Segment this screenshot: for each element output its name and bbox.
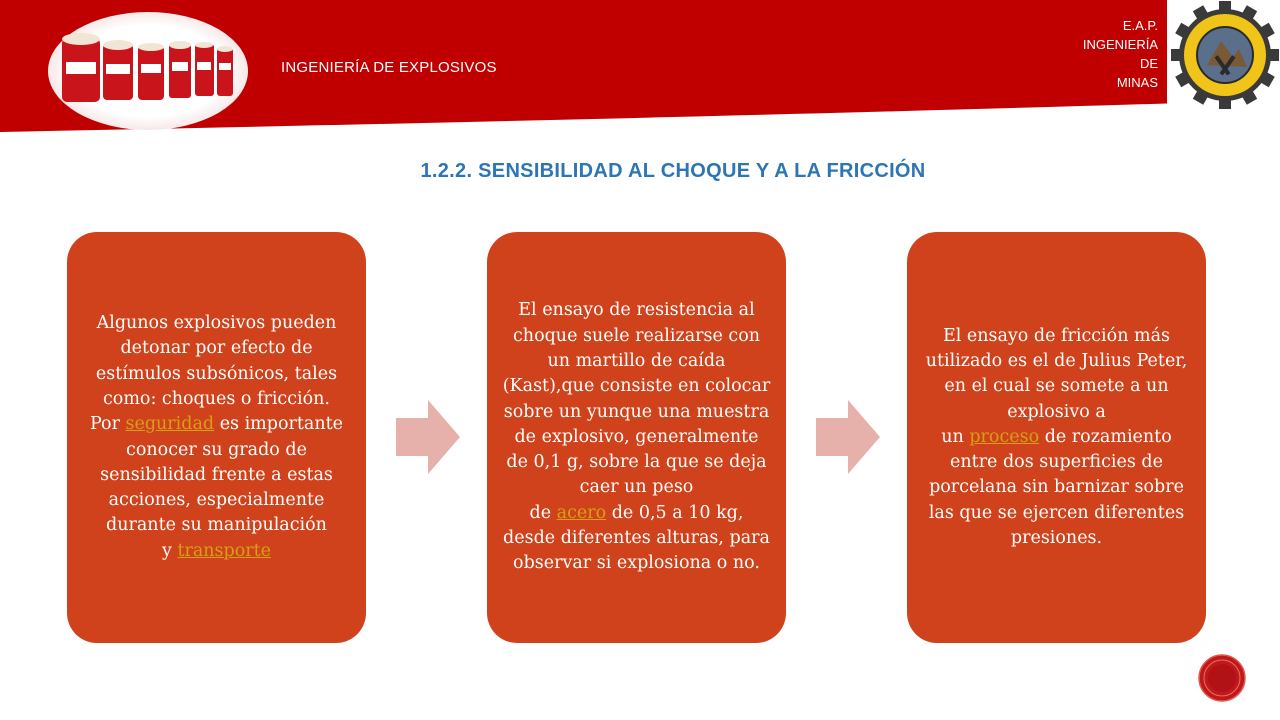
card-text-segment: Por xyxy=(89,414,126,435)
link-acero[interactable]: acero xyxy=(556,502,607,523)
arrow-right-icon xyxy=(816,400,880,474)
link-transporte[interactable]: transporte xyxy=(177,540,272,561)
card-text-segment: y xyxy=(161,540,178,561)
link-proceso[interactable]: proceso xyxy=(969,426,1040,447)
card-text-segment: El ensayo de resistencia al choque suele realizarse con un martillo de caída (Kast),que consiste en colocar sobre un yunque una muestra de explosivo, generalmente de 0,1 g, sobre la que se deja caer un peso xyxy=(502,300,771,498)
school-line: INGENIERÍA xyxy=(1082,37,1158,52)
card-text-segment: es importante conocer su grado de sensibilidad frente a estas acciones, especialmente durante su manipulación xyxy=(100,414,344,536)
card-text-segment: de rozamiento entre dos superficies de porcelana sin barnizar sobre las que se ejercen diferentes presiones. xyxy=(928,426,1185,549)
school-line: DE xyxy=(1139,56,1158,71)
slide-nav-button[interactable] xyxy=(1198,654,1246,702)
card-text-segment: El ensayo de fricción más utilizado es el de Julius Peter, en el cual se somete a un explosivo a xyxy=(925,325,1188,422)
mining-engineering-gear-logo-icon xyxy=(1167,0,1280,110)
header-photo xyxy=(48,12,248,130)
school-name xyxy=(1038,16,1158,92)
slide-title: 1.2.2. SENSIBILIDAD AL CHOQUE Y A LA FRICCIÓN xyxy=(420,160,926,182)
card-text-segment: de 0,5 a 10 kg, desde diferentes alturas, para observar si explosiona o no. xyxy=(503,502,770,574)
card-text-segment: un xyxy=(941,426,970,447)
card-text xyxy=(81,311,352,564)
info-card-friction-test xyxy=(907,232,1206,643)
info-card-subsonic-stimuli xyxy=(67,232,366,643)
card-text xyxy=(921,324,1192,552)
school-line: MINAS xyxy=(1116,75,1158,90)
slide-header xyxy=(0,0,1280,132)
explosive-cartridge-cans-photo-icon xyxy=(48,12,248,130)
school-line: E.A.P. xyxy=(1122,18,1158,33)
card-text-segment: de xyxy=(529,502,557,523)
arrow-right-icon xyxy=(396,400,460,474)
info-card-shock-test xyxy=(487,232,786,643)
link-seguridad[interactable]: seguridad xyxy=(125,414,215,435)
card-text xyxy=(501,298,772,576)
course-title: INGENIERÍA DE EXPLOSIVOS xyxy=(281,59,497,76)
card-text-segment: Algunos explosivos pueden detonar por efecto de estímulos subsónicos, tales como: choques o fricción. xyxy=(95,313,338,409)
